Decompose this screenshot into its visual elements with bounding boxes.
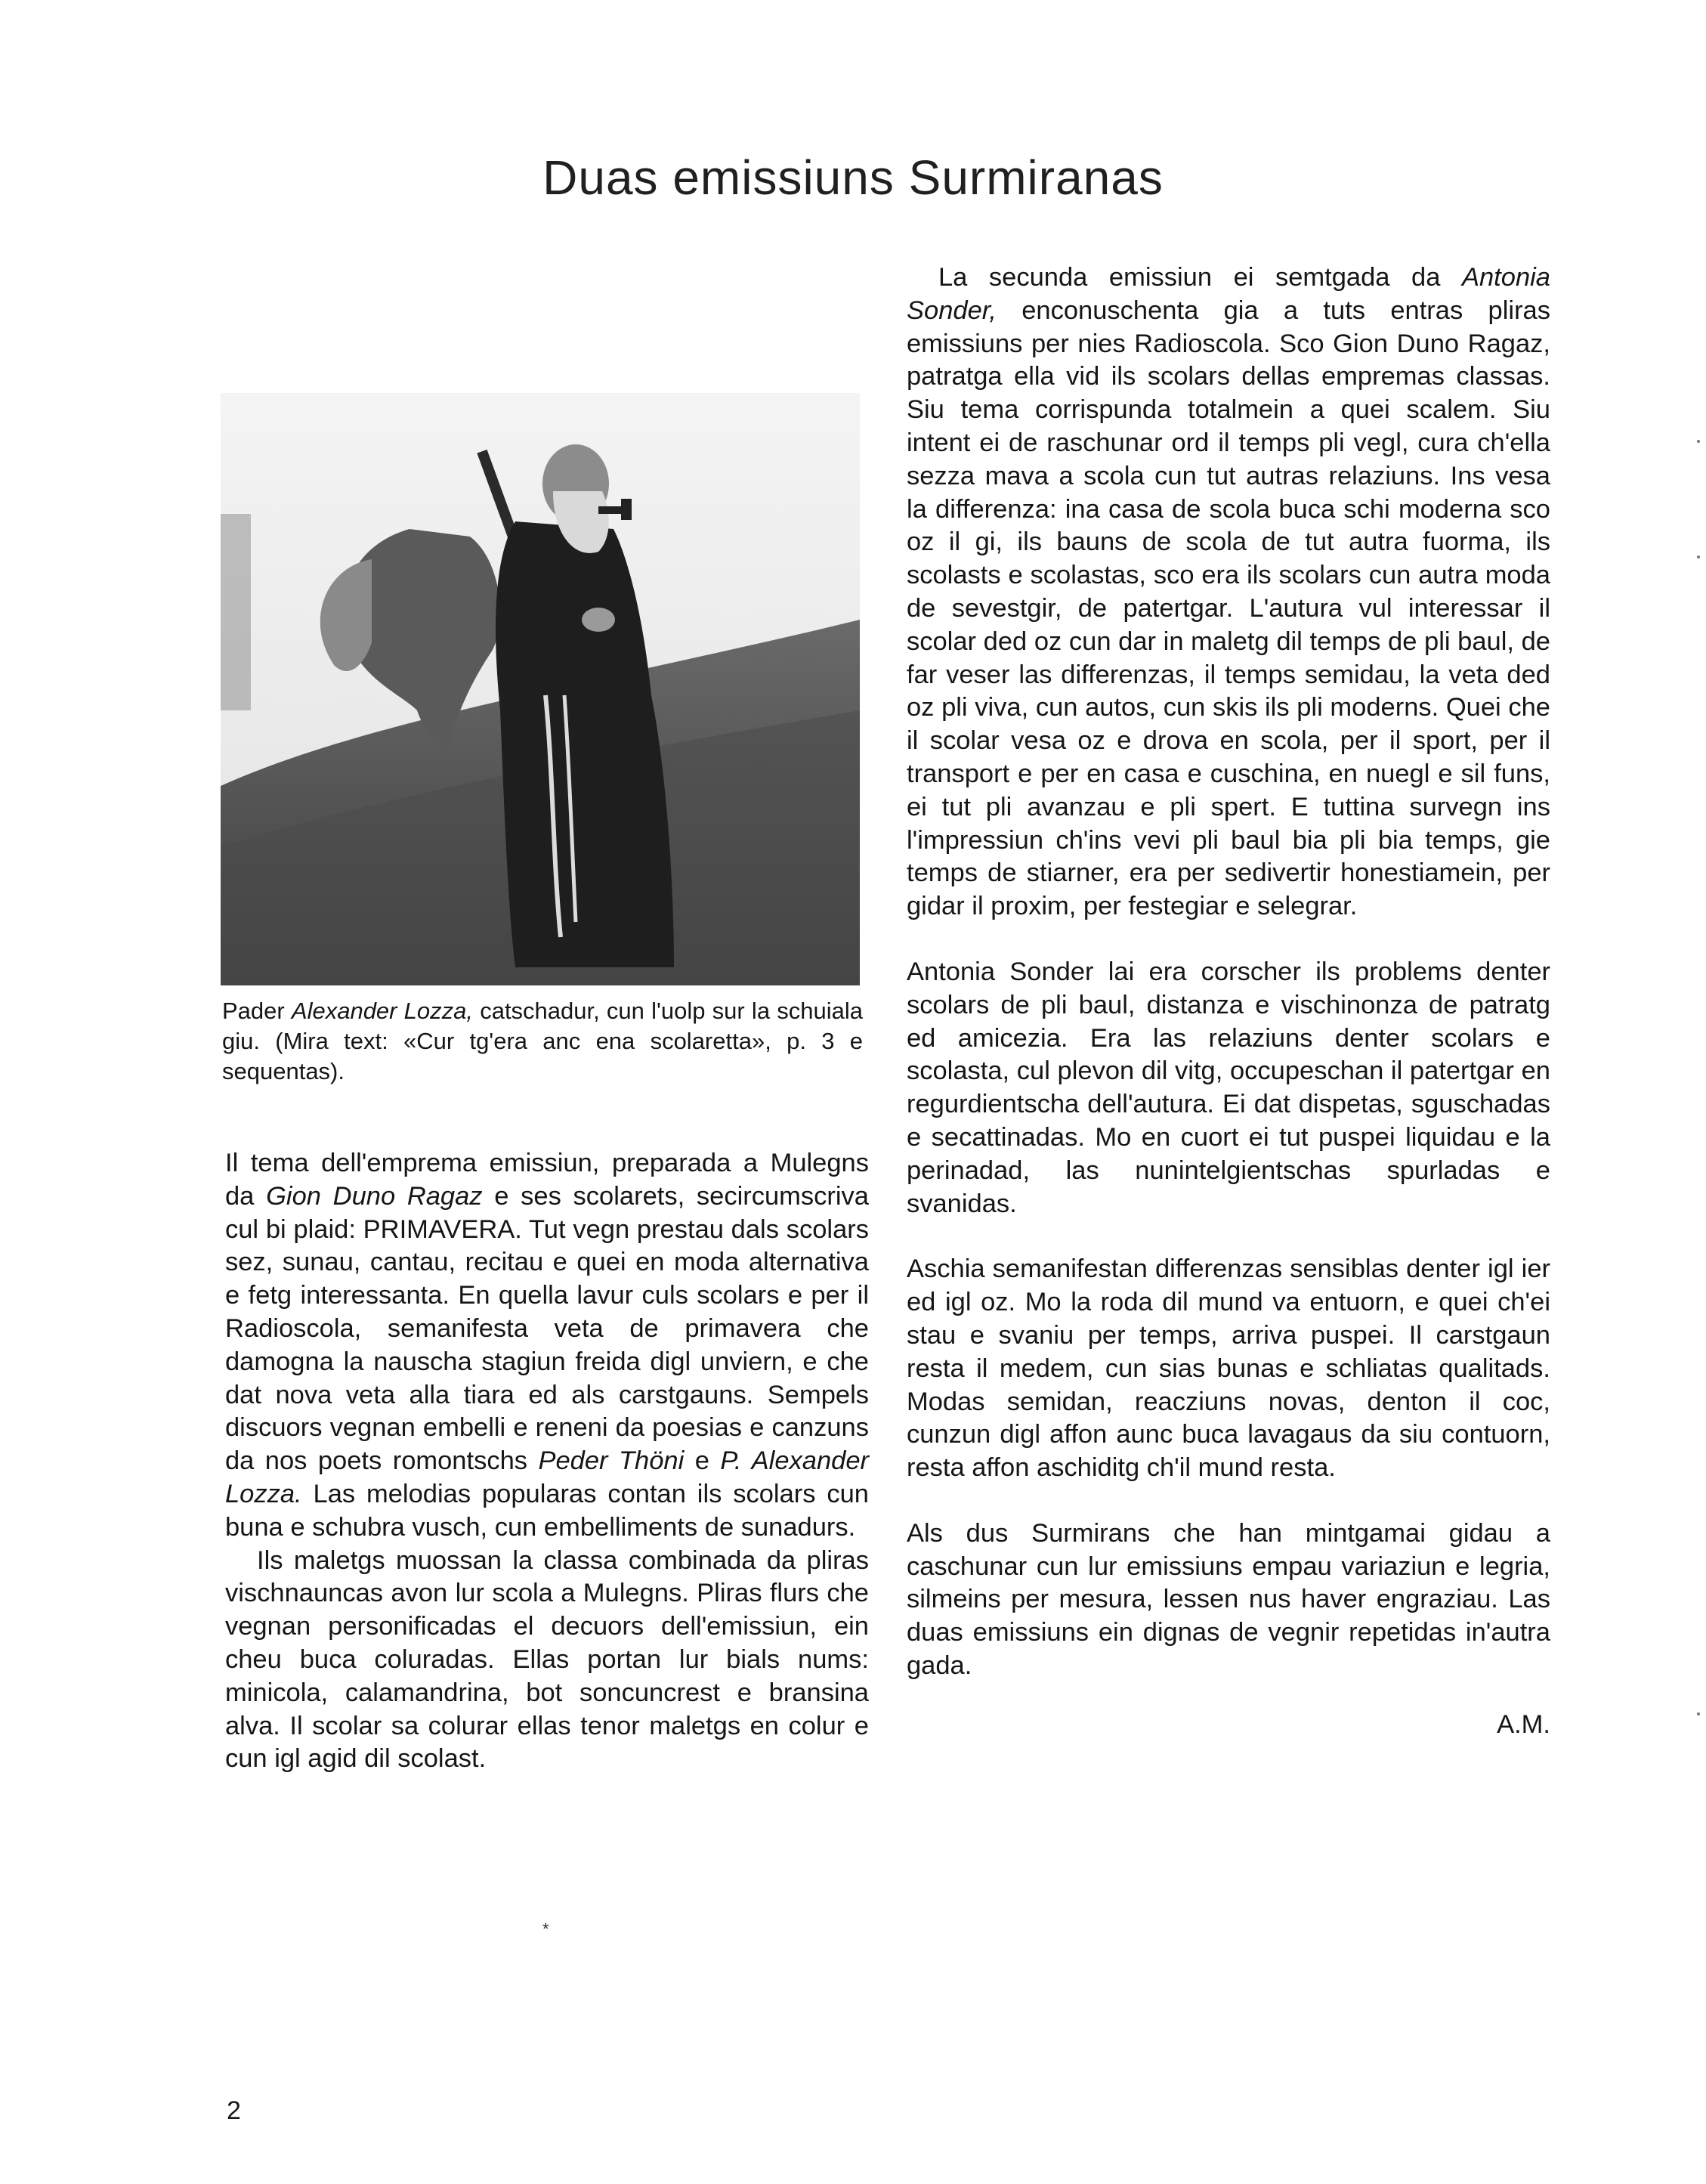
- person-name: Antonia Sonder,: [907, 263, 1550, 325]
- person-name: Gion Duno Ragaz: [266, 1181, 483, 1211]
- text-run: e: [684, 1446, 721, 1476]
- right-paragraph-2: Antonia Sonder lai era corscher ils problems denter scolars de pli baul, distanza e vischinonza de patratg ed amicezia. Era las relaziuns denter scolars e scolasta, cul plevon dil vitg, occupeschan il patertgar en regurdientscha dell'autura. Ei dat dispetas, sguschadas e secattinadas. Mo en cuort ei tut puspei liquidau e la perinadad, las nunintelgientschas spurladas e svanidas.: [907, 957, 1550, 1218]
- signature: A.M.: [1497, 1709, 1550, 1739]
- person-name: P. Alexander Lozza.: [225, 1446, 870, 1508]
- caption-text-cont: catschadur, cun l'uolp sur la schuiala giu. (Mira text: «Cur tg'era anc ena scolaretta», p. 3 e sequentas).: [222, 998, 863, 1084]
- text-run: Il tema dell'emprema emissiun, preparada a Mulegns da: [225, 1149, 869, 1211]
- text-run: La secunda emissiun ei semtgada da: [938, 263, 1462, 292]
- right-paragraph-4: Als dus Surmirans che han mintgamai gidau a caschunar cun lur emissiuns empau variaziun e legria, silmeins per mesura, lessen nus haver engraziau. Las duas emissiuns ein dignas de vegnir repetidas in'autra gada.: [907, 1518, 1550, 1681]
- caption-text: Pader: [222, 998, 292, 1024]
- text-run: e ses scolarets, secircumscriva cul bi plaid: PRIMAVERA. Tut vegn prestau dals scolars sez, sunau, cantau, recitau e quei en moda alternativa e fetg interessanta. En quella lavur culs scolars e per il Radioscola, semanifesta veta de primavera che damogna la nauscha stagiun freida digl unviern, e che dat nova veta alla tiara ed als carstgauns. Sempels discuors vegnan embelli e reneni da poesias e canzuns da nos poets romontschs: [225, 1181, 869, 1476]
- photo-caption: [222, 996, 863, 1087]
- page-title: Duas emissiuns Surmiranas: [542, 150, 1164, 205]
- left-column: [225, 1147, 869, 1776]
- right-paragraph-1: [907, 261, 1550, 923]
- right-column: [907, 261, 1550, 1742]
- text-run: Las melodias popularas contan ils scolars cun buna e schubra vusch, cun embelliments de sunadurs.: [225, 1479, 869, 1542]
- text-run: enconuschenta gia a tuts entras pliras emissiuns per nies Radioscola. Sco Gion Duno Ragaz, patratga ella vid ils scolars dellas empremas classas. Siu tema corrispunda totalmein a quei scalem. Siu intent ei de raschunar ord il temps pli vegl, cura ch'ella sezza mava a scola cun tut autras relaziuns. Ins vesa la differenza: ina casa de scola buca schi moderna sco oz il gi, ils bauns de scola de tut autra fuorma, ils scolasts e scolastas, sco era ils scolars cun autra moda de sevestgir, de patertgar. L'autura vul interessar il scolar ded oz cun dar in maletg dil temps de pli baul, de far veser las differenzas, il temps semidau, la veta ded oz pli viva, cun autos, cun skis ils pli moderns. Quei che il scolar vesa oz e drova en scola, per il sport, per il transport e per en casa e cuschina, en nuegl e sil funs, ei tut pli avanzau e pli spert. E tuttina survegn ins l'impressiun ch'ins vevi pli baul bia pli bia temps, gie temps de stiarner, era per sedivertir honestiamein, per gidar il proxim, per festegiar e selegrar.: [907, 295, 1550, 921]
- scan-speck: [1697, 1712, 1700, 1715]
- separator-asterisk: *: [542, 1920, 549, 1938]
- right-paragraph-3: Aschia semanifestan differenzas sensiblas denter igl ier ed igl oz. Mo la roda dil mund va entuorn, e quei ch'ei stau e svaniu per temps, arriva puspei. Il carstgaun resta il medem, cun sias bunas e schliatas qualitads. Modas semidan, reacziuns novas, denton il coc, cunzun digl affon aunc buca lavagaus da siu contuorn, resta affon aschiditg ch'il mund resta.: [907, 1254, 1550, 1483]
- scan-speck: [1697, 440, 1700, 443]
- photo-icon: [221, 393, 860, 985]
- scan-speck: [1697, 555, 1700, 558]
- caption-name: Alexander Lozza,: [291, 998, 474, 1024]
- page-number: 2: [227, 2096, 241, 2125]
- photo-padre-with-fox: [221, 393, 860, 985]
- left-paragraph-1: [225, 1147, 869, 1545]
- left-paragraph-2: Ils maletgs muossan la classa combinada da pliras vischnauncas avon lur scola a Mulegns. Pliras flurs che vegnan personificadas el decuors dell'emissiun, ein cheu buca coluradas. Ellas portan lur bials nums: minicola, calamandrina, bot soncuncrest e bransina alva. Il scolar sa colurar ellas tenor maletgs en colur e cun igl agid dil scolast.: [225, 1545, 869, 1774]
- person-name: Peder Thöni: [538, 1446, 685, 1476]
